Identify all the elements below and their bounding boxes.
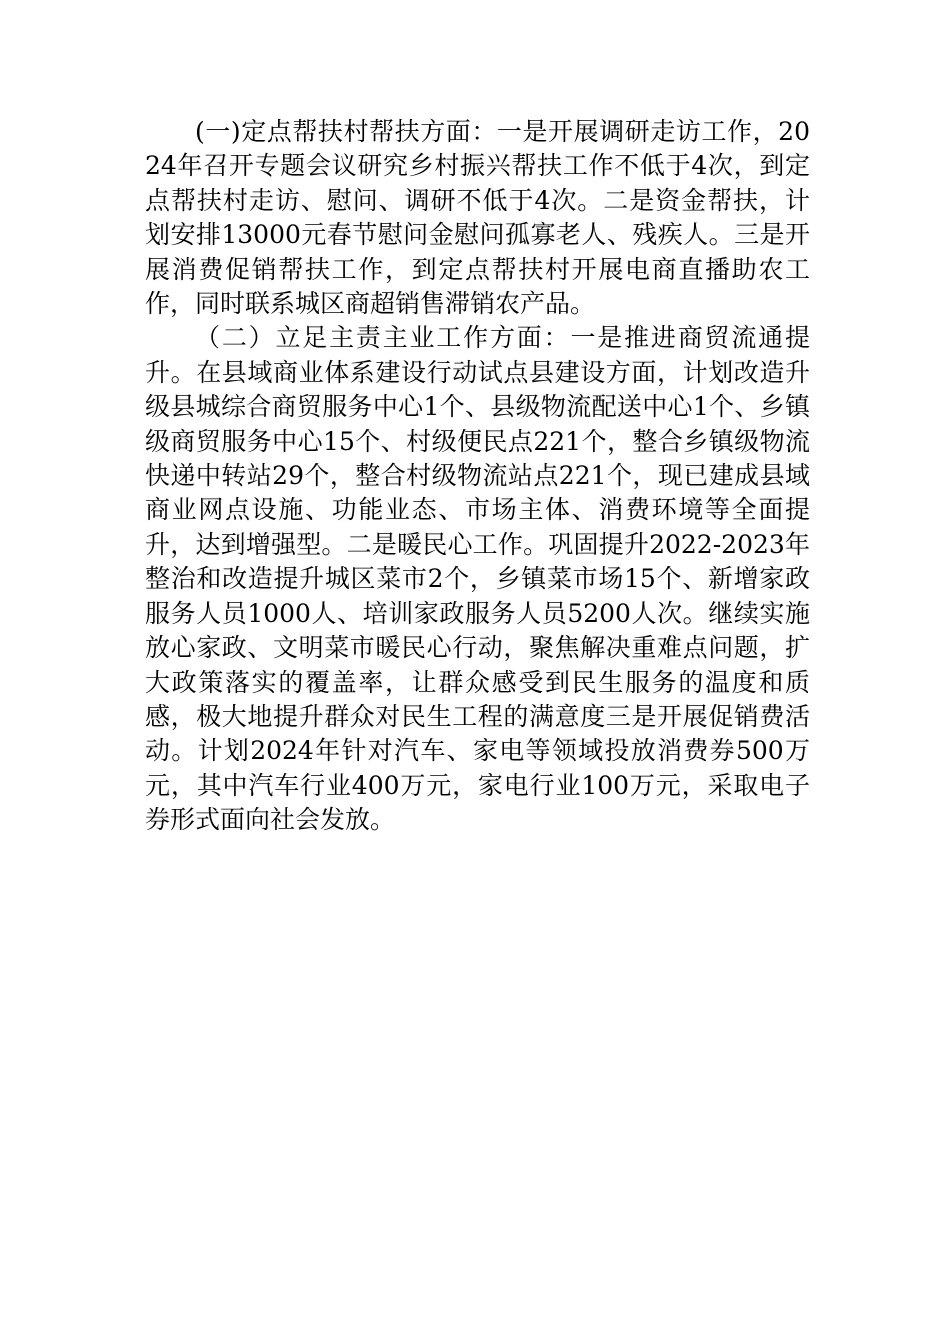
document-body xyxy=(145,115,810,838)
paragraph-main-responsibilities: （二）立足主责主业工作方面：一是推进商贸流通提升。在县域商业体系建设行动试点县建设方面，计划改造升级县城综合商贸服务中心1个、县级物流配送中心1个、乡镇级商贸服务中心15个、村级便民点221个，整合乡镇级物流快递中转站29个，整合村级物流站点221个，现已建成县域商业网点设施、功能业态、市场主体、消费环境等全面提升，达到增强型。二是暖民心工作。巩固提升2022-2023年整治和改造提升城区菜市2个，乡镇菜市场15个、新增家政服务人员1000人、培训家政服务人员5200人次。继续实施放心家政、文明菜市暖民心行动，聚焦解决重难点问题，扩大政策落实的覆盖率，让群众感受到民生服务的温度和质感，极大地提升群众对民生工程的满意度三是开展促销费活动。计划2024年针对汽车、家电等领域投放消费券500万元，其中汽车行业400万元，家电行业100万元，采取电子券形式面向社会发放。 xyxy=(145,323,810,835)
paragraph-poverty-alleviation: (一)定点帮扶村帮扶方面：一是开展调研走访工作，2024年召开专题会议研究乡村振兴帮扶工作不低于4次，到定点帮扶村走访、慰问、调研不低于4次。二是资金帮扶，计划安排13000元春节慰问金慰问孤寡老人、残疾人。三是开展消费促销帮扶工作，到定点帮扶村开展电商直播助农工作，同时联系城区商超销售滞销农产品。 xyxy=(145,117,810,319)
